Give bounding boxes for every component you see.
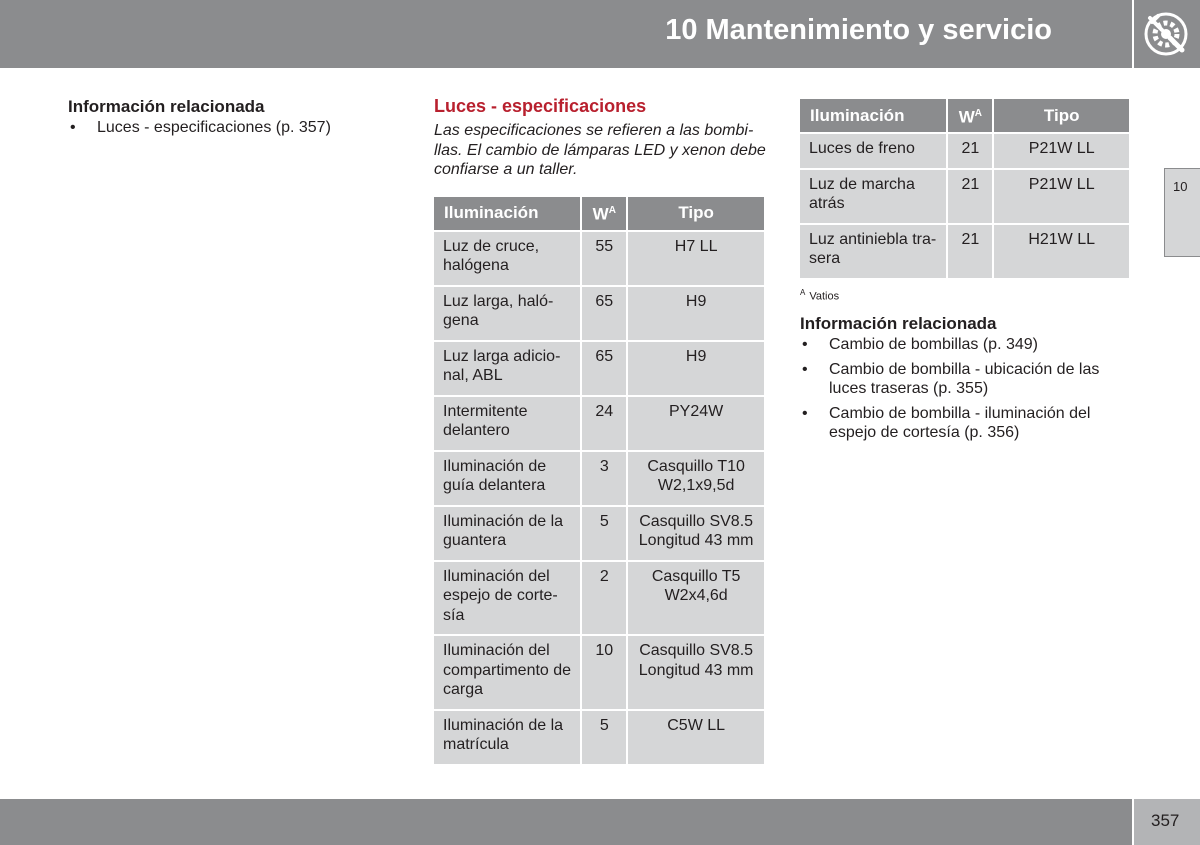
page-number-box [1132, 799, 1200, 845]
watts-cell: 21 [948, 225, 992, 278]
table-row [800, 134, 1129, 168]
col-header-watts [582, 197, 626, 230]
table-header-row [800, 99, 1129, 132]
watts-cell: 10 [582, 636, 626, 709]
illumination-cell: Luz antiniebla tra-sera [800, 225, 946, 278]
type-cell: H21W LL [994, 225, 1129, 278]
table-header-row [434, 197, 764, 230]
watts-cell: 65 [582, 342, 626, 395]
table-row [800, 225, 1129, 278]
illumination-cell: Luz larga, haló-gena [434, 287, 580, 340]
rear-lights-table [798, 97, 1131, 280]
front-lights-table [432, 195, 766, 766]
chapter-title: 10 Mantenimiento y servicio [665, 14, 1052, 46]
table-row [434, 397, 764, 450]
chapter-tab[interactable] [1164, 168, 1200, 257]
illumination-cell: Luz larga adicio-nal, ABL [434, 342, 580, 395]
table-row [434, 711, 764, 764]
type-cell: H9 [628, 287, 764, 340]
watts-cell: 65 [582, 287, 626, 340]
related-link[interactable]: • Cambio de bombilla - ubicación de las luces traseras (p. 355) [800, 360, 1131, 399]
related-link[interactable]: • Luces - especificaciones (p. 357) [68, 118, 388, 138]
table-row [434, 452, 764, 505]
col-header-illumination: Iluminación [800, 99, 946, 132]
illumination-cell: Iluminación de guía delantera [434, 452, 580, 505]
col-header-watts [948, 99, 992, 132]
section-intro: Las especificaciones se refieren a las bombi-llas. El cambio de lámparas LED y xenon debe confiarse a un taller. [434, 122, 766, 178]
watts-cell: 24 [582, 397, 626, 450]
related-info-list [68, 118, 388, 138]
section-heading: Luces - especificaciones [434, 96, 647, 116]
illumination-cell: Iluminación del espejo de corte-sía [434, 562, 580, 635]
type-cell: H9 [628, 342, 764, 395]
type-cell: P21W LL [994, 170, 1129, 223]
type-cell: P21W LL [994, 134, 1129, 168]
watts-cell: 21 [948, 170, 992, 223]
page-footer [0, 799, 1132, 845]
table-row [434, 507, 764, 560]
related-info-heading: Información relacionada [68, 97, 265, 116]
type-cell: Casquillo SV8.5 Longitud 43 mm [628, 507, 764, 560]
type-cell: C5W LL [628, 711, 764, 764]
table-row [434, 342, 764, 395]
illumination-cell: Iluminación de la matrícula [434, 711, 580, 764]
illumination-cell: Intermitente delantero [434, 397, 580, 450]
related-link[interactable]: • Cambio de bombillas (p. 349) [800, 335, 1131, 355]
col-header-type: Tipo [628, 197, 764, 230]
watts-cell: 2 [582, 562, 626, 635]
footnote-marker: A [974, 107, 983, 119]
illumination-cell: Luz de marcha atrás [800, 170, 946, 223]
related-info-heading: Información relacionada [800, 314, 997, 334]
footnote-marker: A [608, 205, 616, 217]
watts-cell: 5 [582, 711, 626, 764]
illumination-cell: Luz de cruce, halógena [434, 232, 580, 285]
type-cell: PY24W [628, 397, 764, 450]
watts-label: W [958, 107, 975, 127]
wrench-gear-icon [1142, 12, 1192, 56]
col-header-type: Tipo [994, 99, 1129, 132]
table-row [434, 636, 764, 709]
footnote-text: Vatios [809, 290, 840, 303]
type-cell: Casquillo T10 W2,1x9,5d [628, 452, 764, 505]
watts-label: W [592, 205, 609, 225]
table-row [800, 170, 1129, 223]
type-cell: Casquillo T5 W2x4,6d [628, 562, 764, 635]
col-header-illumination: Iluminación [434, 197, 580, 230]
watts-cell: 55 [582, 232, 626, 285]
illumination-cell: Luces de freno [800, 134, 946, 168]
table-row [434, 232, 764, 285]
right-column [800, 97, 1131, 443]
table-row [434, 287, 764, 340]
watts-cell: 3 [582, 452, 626, 505]
related-link[interactable]: • Cambio de bombilla - iluminación del espejo de cortesía (p. 356) [800, 404, 1131, 443]
table-footnote [800, 286, 1131, 304]
watts-cell: 5 [582, 507, 626, 560]
type-cell: Casquillo SV8.5 Longitud 43 mm [628, 636, 764, 709]
footnote-marker: A [800, 287, 806, 297]
related-info-list [800, 335, 1131, 443]
page-header [0, 0, 1132, 68]
type-cell: H7 LL [628, 232, 764, 285]
watts-cell: 21 [948, 134, 992, 168]
page-number: 357 [1151, 811, 1180, 830]
chapter-icon-box [1132, 0, 1200, 68]
illumination-cell: Iluminación del compartimento de carga [434, 636, 580, 709]
chapter-tab-label: 10 [1173, 179, 1188, 194]
middle-column [434, 95, 766, 766]
left-column [68, 97, 388, 138]
illumination-cell: Iluminación de la guantera [434, 507, 580, 560]
table-row [434, 562, 764, 635]
